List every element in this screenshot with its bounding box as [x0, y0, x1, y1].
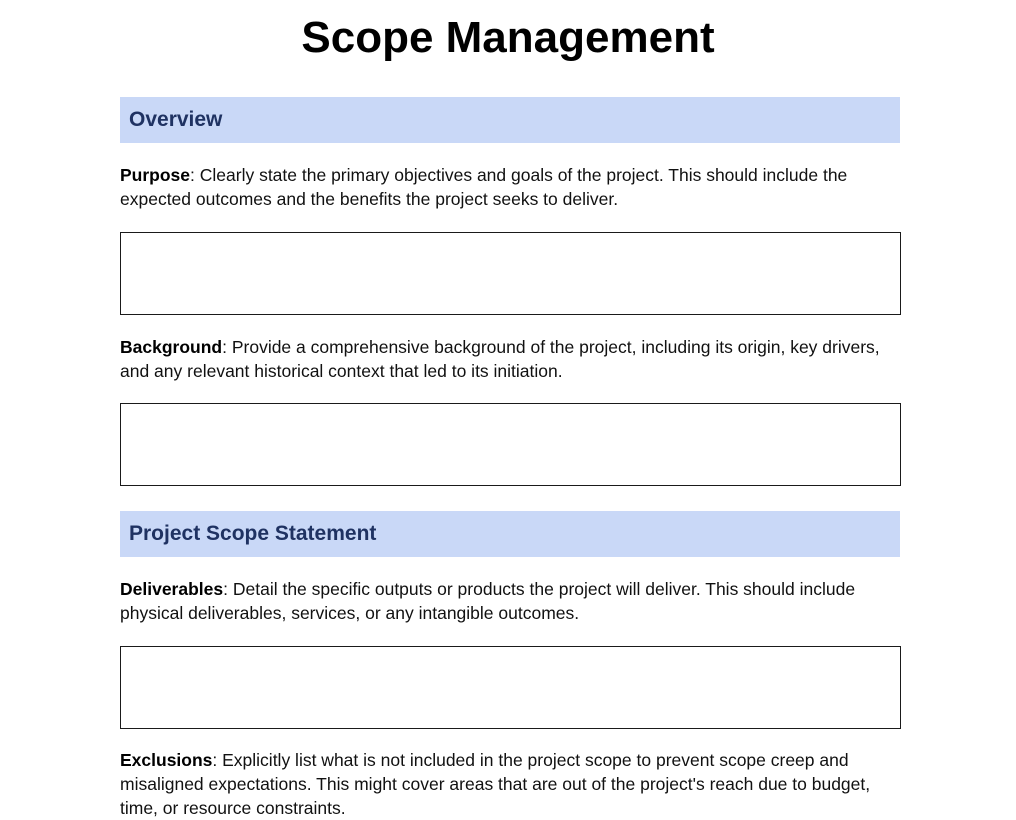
background-description: : Provide a comprehensive background of the project, including its origin, key drivers, and any relevant historical context that led to its initiation. — [120, 337, 880, 381]
purpose-description: : Clearly state the primary objectives and goals of the project. This should include the expected outcomes and the benefits the project seeks to deliver. — [120, 165, 848, 209]
background-input-box[interactable] — [120, 403, 901, 486]
section-header-project-scope-statement — [120, 511, 900, 557]
section-heading: Overview — [129, 108, 223, 131]
deliverables-input-box[interactable] — [120, 646, 901, 729]
exclusions-label: Exclusions — [120, 750, 213, 770]
deliverables-label: Deliverables — [120, 579, 224, 599]
exclusions-description: : Explicitly list what is not included in the project scope to prevent scope creep and misaligned expectations. This might cover areas that are out of the project's reach due to budget, time, or resource constraints. — [120, 750, 871, 818]
deliverables-description: : Detail the specific outputs or products the project will deliver. This should include physical deliverables, services, or any intangible outcomes. — [120, 579, 856, 623]
purpose-label: Purpose — [120, 165, 191, 185]
purpose-paragraph — [120, 163, 900, 211]
page-title: Scope Management — [301, 13, 715, 62]
background-label: Background — [120, 337, 223, 357]
purpose-input-box[interactable] — [120, 232, 901, 315]
section-header-overview — [120, 97, 900, 143]
background-paragraph — [120, 335, 900, 383]
exclusions-paragraph — [120, 748, 900, 820]
deliverables-paragraph — [120, 577, 900, 625]
section-heading: Project Scope Statement — [129, 522, 377, 545]
